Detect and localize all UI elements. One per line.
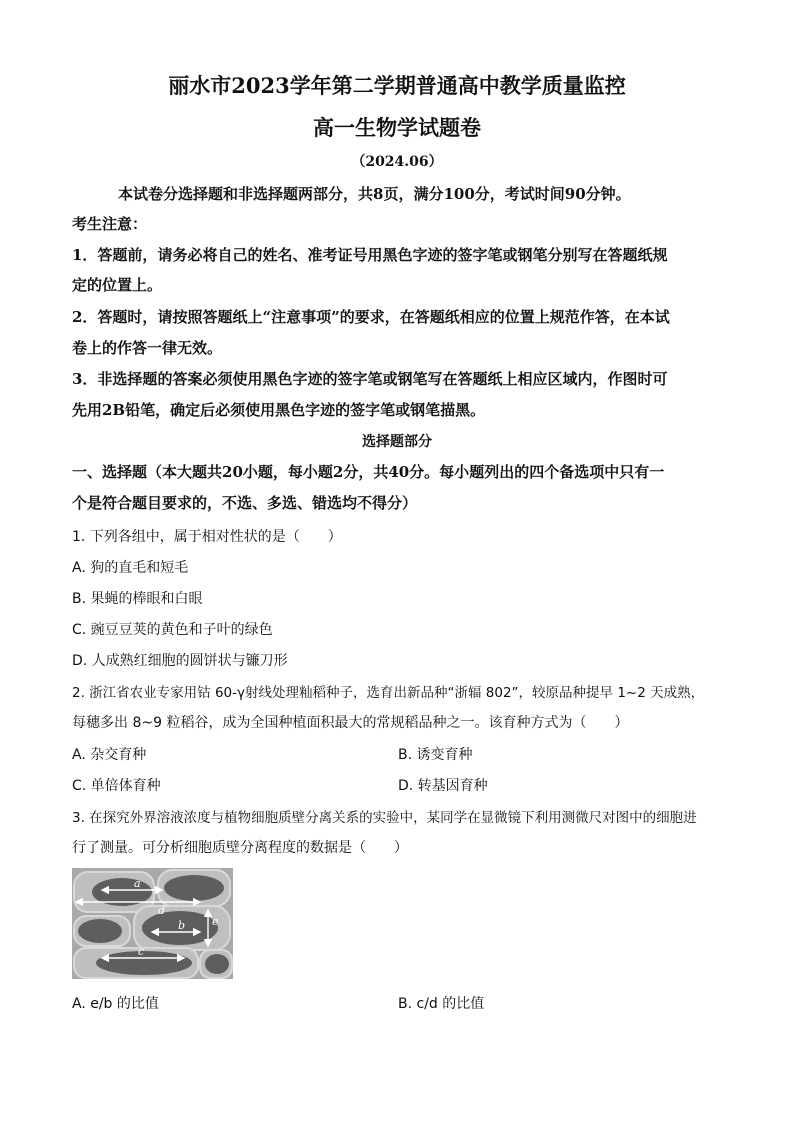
q2-option-a: A. 杂交育种 [72, 747, 147, 763]
notice-item-3-cont: 先用2B铅笔，确定后必须使用黑色字迹的签字笔或钢笔描黑。 [72, 401, 486, 419]
notice-heading: 考生注意： [72, 215, 148, 233]
exam-date: （2024.06） [351, 154, 443, 170]
label-a: a [134, 877, 141, 890]
q1-option-c: C. 豌豆豆荚的黄色和子叶的绿色 [72, 622, 273, 638]
notice-item-3: 3．非选择题的答案必须使用黑色字迹的签字笔或钢笔写在答题纸上相应区域内，作图时可 [72, 370, 668, 388]
label-d: d [158, 904, 166, 917]
exam-subtitle: 高一生物学试题卷 [313, 115, 481, 140]
protoplast-bottom-right [205, 954, 229, 974]
q2-stem: 2. 浙江省农业专家用钴 60-γ射线处理籼稻种子，选育出新品种“浙辐 802”，较原品种提早 1~2 天成熟， [72, 685, 705, 701]
section-heading: 一、选择题（本大题共20小题，每小题2分，共40分。每小题列出的四个备选项中只有一 [72, 463, 665, 481]
q3-stem-cont: 行了测量。可分析细胞质壁分离程度的数据是（ ） [72, 840, 408, 856]
label-e: e [212, 915, 219, 928]
protoplast-top-right [164, 875, 224, 901]
protoplast-mid-left [78, 919, 122, 943]
section-title: 选择题部分 [362, 434, 432, 450]
q1-option-a: A. 狗的直毛和短毛 [72, 560, 189, 576]
q2-option-b: B. 诱变育种 [398, 747, 473, 763]
q3-option-b: B. c/d 的比值 [398, 996, 485, 1012]
q3-option-a: A. e/b 的比值 [72, 996, 159, 1012]
section-heading-cont: 个是符合题目要求的，不选、多选、错选均不得分） [72, 494, 418, 512]
q2-option-d: D. 转基因育种 [398, 778, 488, 794]
notice-item-2: 2．答题时，请按照答题纸上“注意事项”的要求，在答题纸相应的位置上规范作答，在本试 [72, 308, 670, 326]
notice-item-1-cont: 定的位置上。 [72, 276, 163, 294]
q2-option-c: C. 单倍体育种 [72, 778, 161, 794]
q1-option-b: B. 果蝇的棒眼和白眼 [72, 591, 203, 607]
q3-stem: 3. 在探究外界溶液浓度与植物细胞质壁分离关系的实验中，某同学在显微镜下利用测微尺对图中的细胞进 [72, 810, 697, 826]
notice-item-2-cont: 卷上的作答一律无效。 [72, 339, 223, 357]
exam-intro: 本试卷分选择题和非选择题两部分，共8页，满分100分，考试时间90分钟。 [118, 185, 631, 203]
notice-item-1: 1．答题前，请务必将自己的姓名、准考证号用黑色字迹的签字笔或钢笔分别写在答题纸规 [72, 246, 668, 264]
label-b: b [178, 919, 186, 932]
label-c: c [138, 945, 145, 958]
q1-stem: 1. 下列各组中，属于相对性状的是（ ） [72, 529, 342, 545]
micrograph-svg [72, 868, 233, 979]
q1-option-d: D. 人成熟红细胞的圆饼状与镰刀形 [72, 653, 288, 669]
q2-stem-cont: 每穗多出 8~9 粒稻谷，成为全国种植面积最大的常规稻品种之一。该育种方式为（ ） [72, 715, 629, 731]
exam-title: 丽水市2023学年第二学期普通高中教学质量监控 [168, 73, 626, 98]
q3-micrograph-figure [72, 868, 233, 979]
